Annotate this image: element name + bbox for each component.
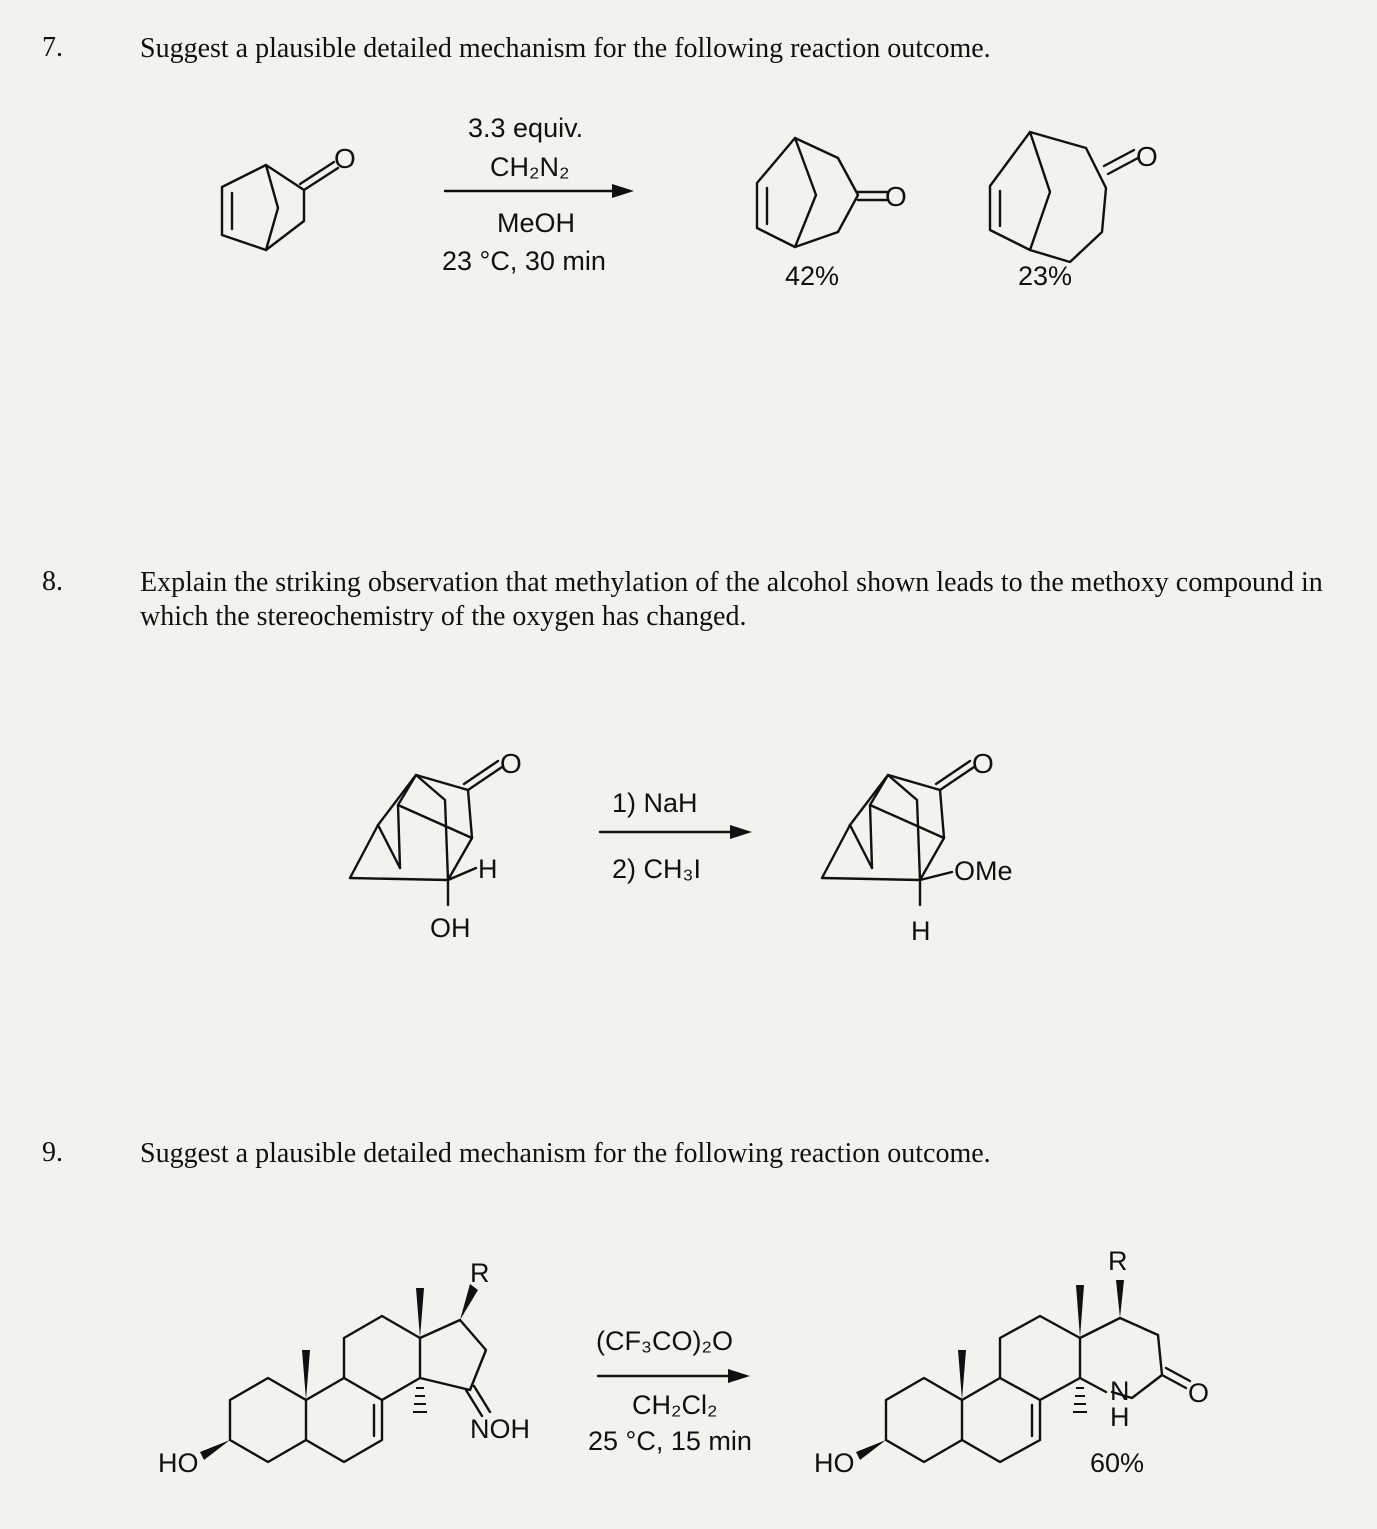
question-9-text: Suggest a plausible detailed mechanism for the following reaction outcome.: [140, 1138, 991, 1169]
q8-sm-hydroxyl: OH: [430, 913, 471, 943]
q9-sm-hydroxyl: HO: [158, 1448, 199, 1478]
q7-reagent-equiv: 3.3 equiv.: [468, 113, 584, 143]
question-8-text: Explain the striking observation that methylation of the alcohol shown leads to the methoxy compound in which the stereochemistry of the oxygen has changed.: [140, 567, 1323, 632]
q9-sm-oxime: NOH: [470, 1414, 530, 1444]
q8-product-methoxy: OMe: [954, 856, 1013, 886]
q7-product-2-yield: 23%: [1018, 261, 1073, 291]
q8-step-2: 2) CH₃I: [612, 854, 702, 884]
q7-product-1-bicyclic-ketone: [757, 138, 907, 247]
question-7-number: 7.: [42, 32, 63, 63]
q8-step-1: 1) NaH: [612, 788, 698, 818]
q7-p1-oxygen: O: [885, 181, 907, 212]
q9-reaction-arrow: [598, 1369, 750, 1383]
question-9-number: 9.: [42, 1137, 63, 1168]
q9-product-oxygen: O: [1188, 1378, 1210, 1408]
q8-sm-oxygen: O: [500, 748, 522, 779]
q9-conditions: 25 °C, 15 min: [588, 1426, 752, 1456]
q7-product-1-yield: 42%: [785, 261, 840, 291]
q7-p2-oxygen: O: [1136, 141, 1158, 172]
q7-reagent: CH₂N₂: [490, 152, 570, 182]
q8-reaction-arrow: [600, 825, 752, 839]
q9-starting-material-steroid-oxime: [158, 1258, 530, 1478]
question-8-number: 8.: [42, 566, 63, 597]
q9-product-hydroxyl: HO: [814, 1448, 855, 1478]
q8-product-methoxy-adamantanone: [822, 748, 1013, 946]
q8-product-hydrogen: H: [911, 916, 931, 946]
q8-starting-material-adamantanol: [350, 748, 522, 943]
q9-solvent: CH₂Cl₂: [632, 1390, 718, 1420]
q9-sm-R-group: R: [470, 1258, 490, 1288]
q8-product-oxygen: O: [972, 748, 994, 779]
q7-starting-material-norbornenone: [222, 143, 356, 250]
q9-product-lactam: [814, 1246, 1209, 1478]
q9-reagent: (CF₃CO)₂O: [596, 1326, 733, 1356]
q7-sm-oxygen: O: [334, 143, 356, 174]
q9-product-R-group: R: [1108, 1246, 1128, 1276]
q9-product-yield: 60%: [1090, 1448, 1145, 1478]
q8-sm-hydrogen: H: [478, 854, 498, 884]
q9-product-nitrogen: N: [1110, 1376, 1130, 1406]
q7-solvent: MeOH: [497, 208, 576, 238]
question-7-text: Suggest a plausible detailed mechanism for the following reaction outcome.: [140, 33, 991, 64]
q7-product-2-bicyclic-ketone: [990, 132, 1158, 262]
q7-reaction-arrow: [445, 184, 634, 198]
q7-conditions: 23 °C, 30 min: [442, 246, 606, 276]
q9-product-hydrogen: H: [1110, 1402, 1130, 1432]
